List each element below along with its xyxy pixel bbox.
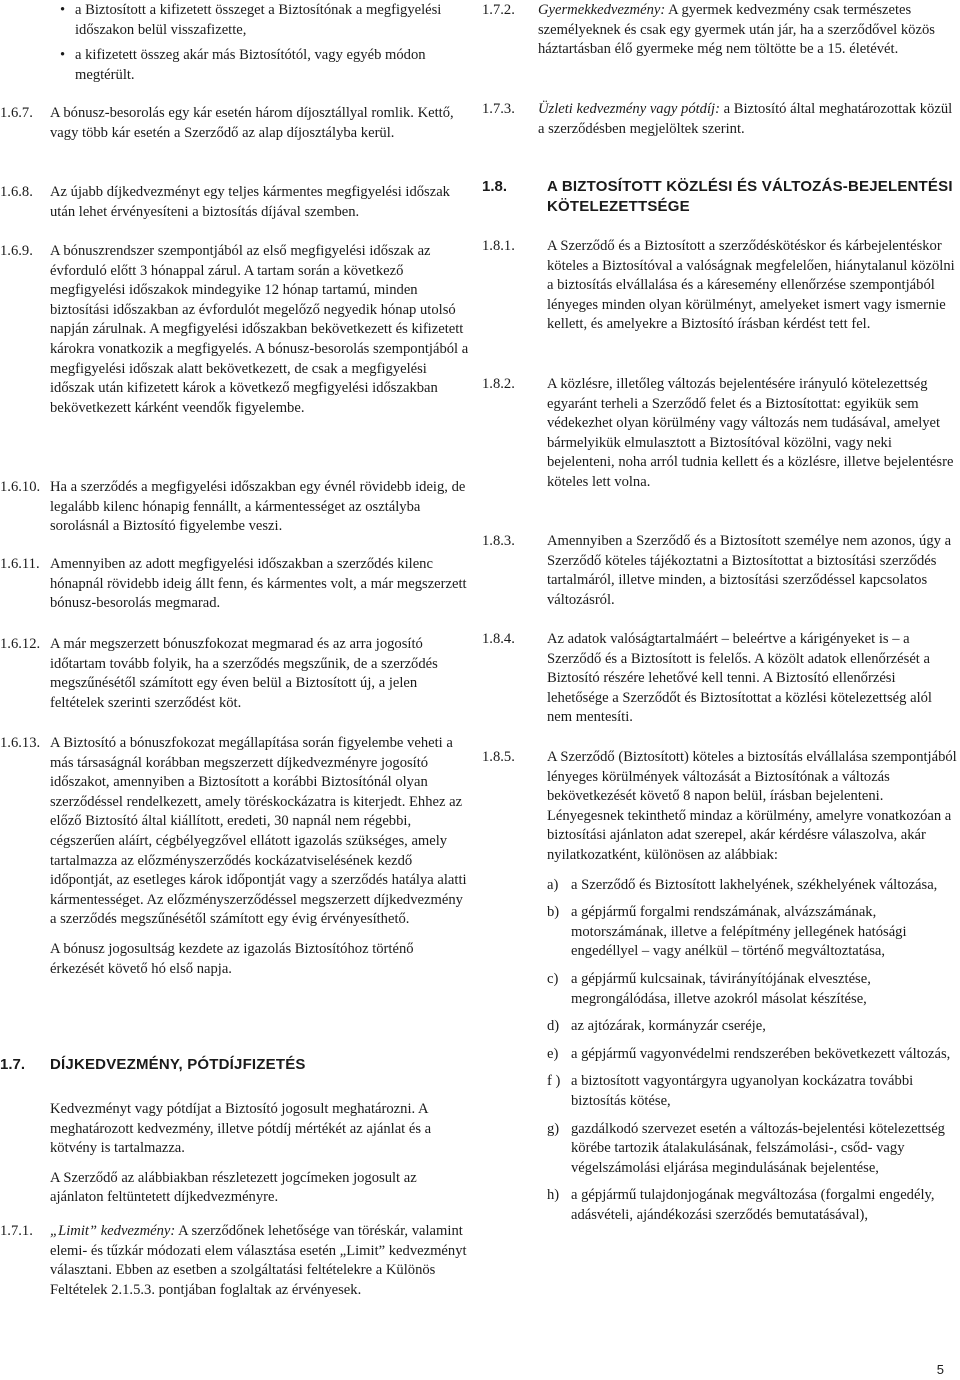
page-number: 5 [936, 1362, 944, 1377]
section-lead: Üzleti kedvezmény vagy pótdíj: [538, 101, 720, 117]
section-number: 1.8.1. [482, 238, 515, 254]
section-text: A már megszerzett bónuszfokozat megmarad és az arra jogosító időtartam tovább folyik, ha a szerződés megszűnik, de a szerződés megszűnésétől számított egy éven belül a Biztosított új, a jelen feltételek szerinti szerződést köt. [50, 636, 438, 711]
list-item-label: a) [547, 876, 559, 893]
section-1-8-4 [482, 630, 958, 728]
section-text: A bónusz jogosultság kezdete az igazolás Biztosítóhoz történő érkezését követő hó első napja. [50, 940, 414, 977]
section-text: Amennyiben a Szerződő és a Biztosított személye nem azonos, úgy a Szerződő köteles tájékoztatni a Biztosítottat a biztosítási szerződés tartalmáról, illetve minden, a biztosítási szerződéssel kapcsolatos változásról. [547, 533, 952, 608]
list-item-text: a Szerződő és Biztosított lakhelyének, székhelyének változása, [571, 876, 938, 893]
list-item-text: a gépjármű vagyonvédelmi rendszerében bekövetkezett változás, [571, 1045, 951, 1062]
section-1-7-3 [482, 100, 958, 139]
section-text: Az újabb díjkedvezményt egy teljes kármentes megfigyelési időszak után lehet érvényesíteni a biztosítás díjával szemben. [50, 184, 450, 220]
section-text: A Szerződő és a Biztosított a szerződéskötéskor és kárbejelentéskor köteles a Biztosítóval a valóságnak megfelelően, hiánytalanul közölni a biztosítás elvállalása és a káresemény ellenőrzése szempontjából lényeges minden olyan körülményt, amelyeket ismert vagy ismernie kellett, és amelyekre a Biztosító írásban kérdést tett fel. [547, 238, 955, 333]
section-lead: Gyermekkedvezmény: [538, 2, 666, 18]
heading-number: 1.7. [0, 1056, 26, 1073]
section-number: 1.8.2. [482, 376, 515, 392]
section-lead: „Limit” kedvezmény: [50, 1223, 176, 1239]
section-1-6-11 [0, 555, 470, 614]
bullet-list [58, 1, 462, 91]
section-text: A Szerződő (Biztosított) köteles a biztosítás elvállalása szempontjából lényeges körülmények változását a Biztosítónak a változás bekövetkezését követő 8 napon belül, írásban bejelenteni. Lényegesnek tekinthető mindaz a körülmény, amelyre vonatkozóan a biztosítási ajánlaton adat szerepel, akár kérdésre válaszolva, akár nyilatkozatként, különösen az alábbiak: [547, 749, 957, 863]
section-text: Ha a szerződés a megfigyelési időszakban egy évnél rövidebb ideig, de legalább kilenc hónapig fennállt, a kármentességet az osztályba sorolásnál a Biztosító figyelembe veszi. [50, 479, 466, 535]
section-number: 1.6.10. [0, 479, 41, 495]
section-1-6-13 [0, 734, 470, 979]
heading-1-7 [0, 1055, 470, 1075]
section-number: 1.6.11. [0, 556, 40, 572]
list-item-text: a gépjármű kulcsainak, távirányítójának elvesztése, megrongálódása, illetve azokról másolat készítése, [571, 970, 871, 1007]
list-item [547, 1186, 958, 1225]
section-text: Gyermekkedvezmény: A gyermek kedvezmény csak természetes személyeknek és csak egy gyermek után jár, ha a szerződővel közös háztartásban élő gyermeke még nem töltötte be a 15. életévét. [538, 2, 935, 58]
section-1-6-10 [0, 478, 470, 537]
list-item-label: f ) [547, 1073, 561, 1090]
change-list [547, 876, 958, 1226]
list-item-text: a gépjármű tulajdonjogának megváltozása (forgalmi engedély, adásvételi, ajándékozási szerződés bemutatásával), [571, 1187, 935, 1223]
heading-title: DÍJKEDVEZMÉNY, PÓTDÍJFIZETÉS [50, 1056, 306, 1073]
section-number: 1.7.3. [482, 101, 515, 117]
section-1-6-9 [0, 242, 470, 418]
section-number: 1.7.2. [482, 2, 515, 18]
section-number: 1.6.7. [0, 105, 33, 121]
section-number: 1.6.13. [0, 735, 41, 751]
intro-text: A Szerződő az alábbiakban részletezett jogcímeken jogosult az ajánlaton feltüntetett díjkedvezményre. [50, 1169, 417, 1206]
list-item-label: c) [547, 970, 559, 987]
section-1-6-8 [0, 183, 470, 222]
intro-text: Kedvezményt vagy pótdíjat a Biztosító jogosult meghatározni. A meghatározott kedvezmény, illetve pótdíj mértékét az ajánlat és a kötvény is tartalmazza. [50, 1101, 432, 1157]
section-number: 1.8.5. [482, 749, 515, 765]
section-1-8-3 [482, 532, 958, 610]
section-number: 1.6.9. [0, 243, 33, 259]
list-item-label: b) [547, 904, 560, 921]
section-text: Amennyiben az adott megfigyelési időszakban a szerződés kilenc hónapnál rövidebb ideig állt fenn, és kármentes volt, a már megszerzett bónusz-besorolás megmarad. [50, 556, 467, 612]
list-item [547, 970, 958, 1009]
section-number: 1.6.8. [0, 184, 33, 200]
heading-1-8 [482, 177, 958, 216]
section-number: 1.6.12. [0, 636, 41, 652]
section-1-6-12 [0, 635, 470, 713]
list-item [547, 1072, 958, 1111]
bullet-icon: • [60, 47, 66, 64]
section-text: „Limit” kedvezmény: A szerződőnek lehetősége van töréskár, valamint elemi- és tűzkár módozati elem választása esetén „Limit” kedvezményt választani. Ebben az esetben a szolgáltatási feltételekre a Különös Feltételek 2.1.5.3. pontjában foglaltak az érvényesek. [50, 1223, 467, 1298]
list-item-text: a gépjármű forgalmi rendszámának, alvázszámának, motorszámának, illetve a felépítmény jellegének hatósági engedéllyel – vagy anélkül – történő megváltoztatása, [571, 904, 907, 960]
list-item-label: e) [547, 1045, 559, 1062]
section-1-8-2 [482, 375, 958, 493]
section-text: A bónuszrendszer szempontjából az első megfigyelési időszak az évforduló előtt 3 hónappal zárul. A tartam során a következő megfigyelési időszakok mindegyike 12 hónap tartamú, minden biztosítási időszakban az évfordulót megelőző negyedik hónap utolsó napján zárulnak. A megfigyelési időszakban bekövetkezett és kifizetett károkra vonatkozik a megfigyelés. A bónusz-besorolás szempontjából a megfigyelési időszak alatt bekövetkezett, de csak a megfigyelési időszak után kifizetett károk a következő megfigyelési időszakban bekövetkezett kárként veendők figyelembe. [50, 243, 469, 416]
section-number: 1.7.1. [0, 1223, 33, 1239]
section-number: 1.8.4. [482, 631, 515, 647]
list-item-text: gazdálkodó szervezet esetén a változás-bejelentési kötelezettség körébe tartozik átalakulásának, felszámolási-, csőd- vagy végelszámolási eljárása megindulásának bejelentése, [571, 1120, 945, 1176]
section-number: 1.8.3. [482, 533, 515, 549]
list-item-text: az ajtózárak, kormányzár cseréje, [571, 1018, 766, 1035]
section-1-7-intro [0, 1100, 470, 1208]
section-1-6-7 [0, 104, 470, 143]
section-text: A Biztosító a bónuszfokozat megállapítása során figyelembe veheti a más társaságnál korábban megszerzett díjkedvezményre jogosító időszakot, amennyiben a Biztosított a korábbi Biztosítónál olyan szerződéssel rendelkezett, amely töréskockázatra is kiterjedt. Ehhez az előző Biztosító által kiállított, eredeti, 30 napnál nem régebbi, cégszerűen aláírt, cégbélyegzővel ellátott igazolás szükséges, amely tartalmazza az előzményszerződés kockázatviselésének kezdő időpontját, az esetleges károk időpontját vagy a szerződés hatálya alatti kármentességet. Az előzményszerződéssel megszerzett díjkedvezmény a szerződés megszűnésétől számított egy évig érvényesíthető. [50, 735, 467, 928]
list-item [547, 1045, 958, 1065]
list-item-label: g) [547, 1120, 560, 1137]
bullet-icon: • [60, 2, 66, 18]
heading-title: A BIZTOSÍTOTT KÖZLÉSI ÉS VÁLTOZÁS-BEJELENTÉSI KÖTELEZETTSÉGE [547, 178, 953, 215]
list-item [547, 1120, 958, 1179]
section-text: A bónusz-besorolás egy kár esetén három díjosztállyal romlik. Kettő, vagy több kár esetén a Szerződő az alap díjosztályba kerül. [50, 105, 454, 141]
section-1-8-5 [482, 748, 958, 1233]
list-item-text: a biztosított vagyontárgyra ugyanolyan kockázatra további biztosítás kötése, [571, 1073, 914, 1109]
list-item [547, 1017, 958, 1037]
section-text: Üzleti kedvezmény vagy pótdíj: a Biztosító által meghatározottak közül a szerződésben megjelöltek szerint. [538, 101, 953, 137]
section-1-7-1 [0, 1222, 470, 1300]
bullet-item: • a kifizetett összeg akár más Biztosítótól, vagy egyéb módon megtérült. [60, 47, 426, 83]
section-text: Az adatok valóságtartalmáért – beleértve a kárigényeket is – a Szerződő és a Biztosított is felelős. A közölt adatok ellenőrzését a Biztosító részére lehetővé kell tenni. A Biztosító ellenőrzési lehetősége a Szerződőt és Biztosítottat a közlési kötelezettség alól nem mentesíti. [547, 631, 932, 726]
bullet-item: • a Biztosított a kifizetett összeget a Biztosítónak a megfigyelési időszakon belül visszafizette, [60, 2, 442, 38]
list-item-label: h) [547, 1187, 560, 1204]
heading-number: 1.8. [482, 178, 508, 195]
list-item [547, 903, 958, 962]
list-item-label: d) [547, 1018, 560, 1035]
section-1-7-2 [482, 1, 958, 60]
section-text: A közlésre, illetőleg változás bejelentésére irányuló kötelezettség egyaránt terheli a Szerződő felet és a Biztosítottat: egyikük sem védekezhet olyan körülmény vagy változás nem tudásával, amelyet bármelyikük elmulasztott a Biztosítóval közölni, vagy neki bejelenteni, noha arról tudnia kellett és a közlésre, illetve bejelentésre köteles lett volna. [547, 376, 954, 490]
section-1-8-1 [482, 237, 958, 335]
list-item [547, 876, 958, 896]
